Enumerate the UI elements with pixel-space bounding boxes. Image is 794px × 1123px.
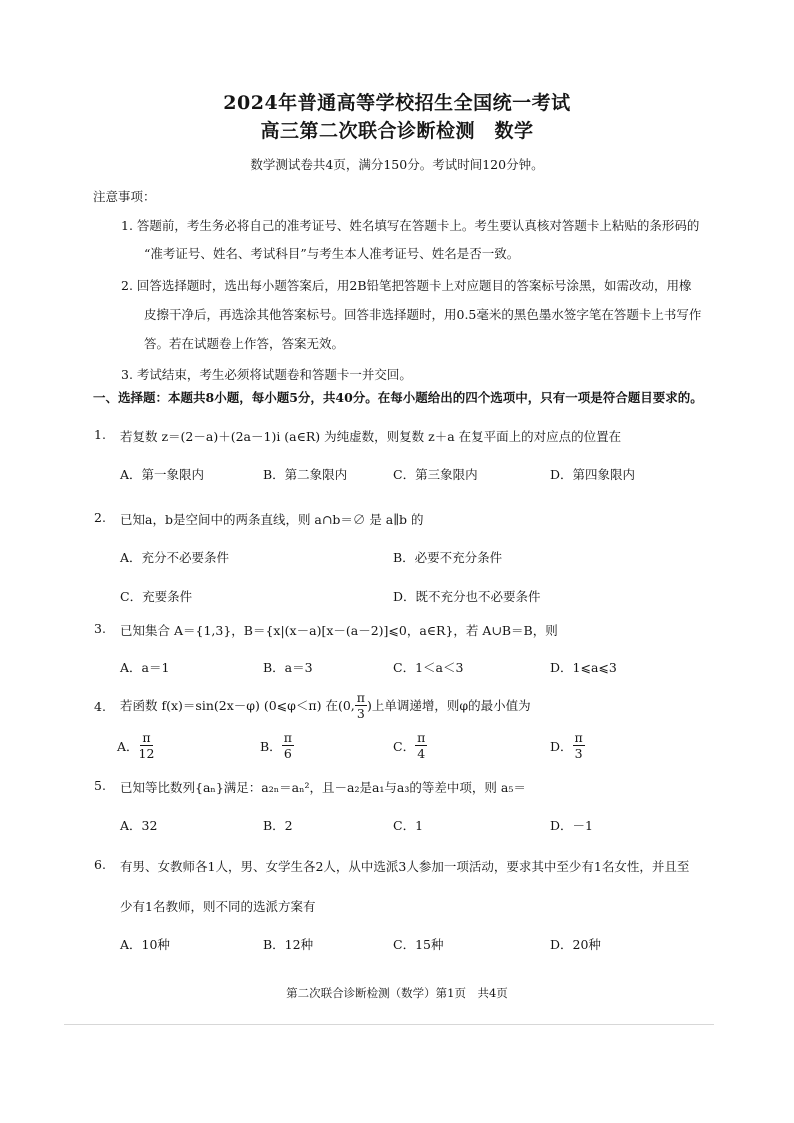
question-text: 若复数 z＝(2－a)＋(2a－1)i (a∈R) 为纯虚数，则复数 z＋a 在复平面上的对应点的位置在 [120,429,622,444]
note-2-line-2: 皮擦干净后，再选涂其他答案标号。回答非选择题时，用0.5毫米的黑色墨水签字笔在答题卡上书写作 [144,307,702,322]
fraction-denominator: 12 [138,746,155,761]
exam-title: 2024年普通高等学校招生全国统一考试 [223,92,571,114]
fraction-numerator: π [356,689,365,705]
option-a[interactable]: A．32 [120,818,158,833]
option-d[interactable]: D．20种 [550,937,601,952]
option-b[interactable] [260,730,294,761]
option-b[interactable]: B．第二象限内 [263,467,348,482]
question-text: 已知a，b是空间中的两条直线，则 a∩b＝∅ 是 a∥b 的 [120,512,424,527]
question-number: 1. [94,427,106,442]
option-d[interactable]: D．1⩽a⩽3 [550,660,617,675]
option-c[interactable]: C．1＜a＜3 [393,660,464,675]
option-c[interactable]: C．第三象限内 [393,467,478,482]
fraction [282,730,294,761]
note-1-line-2: “准考证号、姓名、考试科目”与考生本人准考证号、姓名是否一致。 [144,246,520,261]
option-a[interactable]: A．10种 [120,937,170,952]
question-number: 4. [94,699,106,714]
exam-subtitle-title: 高三第二次联合诊断检测 数学 [260,120,534,142]
question-text-part-2: )上单调递增，则φ的最小值为 [367,698,531,713]
page-footer: 第二次联合诊断检测（数学）第1页 共4页 [286,986,508,1000]
option-label: C． [393,738,416,754]
question-text: 已知集合 A＝{1,3}，B＝{x|(x－a)[x－(a－2)]⩽0，a∈R}，若 A∪B＝B，则 [120,623,558,638]
option-d[interactable]: D．既不充分也不必要条件 [393,589,541,604]
question-text [120,690,531,720]
option-d[interactable]: D．－1 [550,818,593,833]
fraction [415,730,427,761]
page-divider [64,1024,714,1025]
question-text-line-1: 有男、女教师各1人，男、女学生各2人，从中选派3人参加一项活动，要求其中至少有1名女性，并且至 [120,859,690,874]
option-c[interactable]: C．1 [393,818,424,833]
question-text: 已知等比数列{aₙ}满足：a₂ₙ＝aₙ²，且－a₂是a₁与a₃的等差中项，则 a₅＝ [120,780,526,795]
fraction [355,690,367,721]
fraction-numerator: π [142,730,151,745]
option-a[interactable] [117,730,154,761]
fraction-denominator: 4 [417,746,426,761]
option-d[interactable] [550,730,585,761]
option-d[interactable]: D．第四象限内 [550,467,636,482]
option-b[interactable]: B．a＝3 [263,660,313,675]
option-c[interactable] [393,730,427,761]
note-2-line-1: 2. 回答选择题时，选出每小题答案后，用2B铅笔把答题卡上对应题目的答案标号涂黑，如需改动，用橡 [121,278,692,293]
fraction [139,730,155,761]
fraction-numerator: π [283,730,292,745]
fraction-denominator: 3 [574,746,583,761]
question-text-line-2: 少有1名教师，则不同的选派方案有 [120,899,316,914]
question-number: 3. [94,621,106,636]
option-c[interactable]: C．充要条件 [120,589,193,604]
option-c[interactable]: C．15种 [393,937,444,952]
option-a[interactable]: A．a＝1 [120,660,170,675]
option-label: D． [550,738,573,754]
fraction-denominator: 6 [283,746,292,761]
option-a[interactable]: A．第一象限内 [120,467,205,482]
question-number: 5. [94,778,106,793]
option-b[interactable]: B．12种 [263,937,314,952]
fraction-numerator: π [417,730,426,745]
question-number: 2. [94,510,106,525]
notes-heading: 注意事项： [93,189,156,204]
option-label: B． [260,738,282,754]
option-b[interactable]: B．必要不充分条件 [393,550,503,565]
option-a[interactable]: A．充分不必要条件 [120,550,230,565]
option-b[interactable]: B．2 [263,818,293,833]
note-2-line-3: 答。若在试题卷上作答，答案无效。 [144,336,345,351]
question-text-part-1: 若函数 f(x)＝sin(2x－φ) (0⩽φ＜π) 在(0, [120,698,355,713]
exam-info: 数学测试卷共4页，满分150分。考试时间120分钟。 [250,157,544,172]
fraction [573,730,585,761]
section-heading: 一、选择题：本题共8小题，每小题5分，共40分。在每小题给出的四个选项中，只有一项是符合题目要求的。 [93,390,703,405]
fraction-denominator: 3 [356,705,365,721]
fraction-numerator: π [574,730,583,745]
question-number: 6. [94,857,106,872]
note-3: 3. 考试结束，考生必须将试题卷和答题卡一并交回。 [121,367,412,382]
note-1-line-1: 1. 答题前，考生务必将自己的准考证号、姓名填写在答题卡上。考生要认真核对答题卡上粘贴的条形码的 [121,218,700,233]
option-label: A． [117,738,139,754]
